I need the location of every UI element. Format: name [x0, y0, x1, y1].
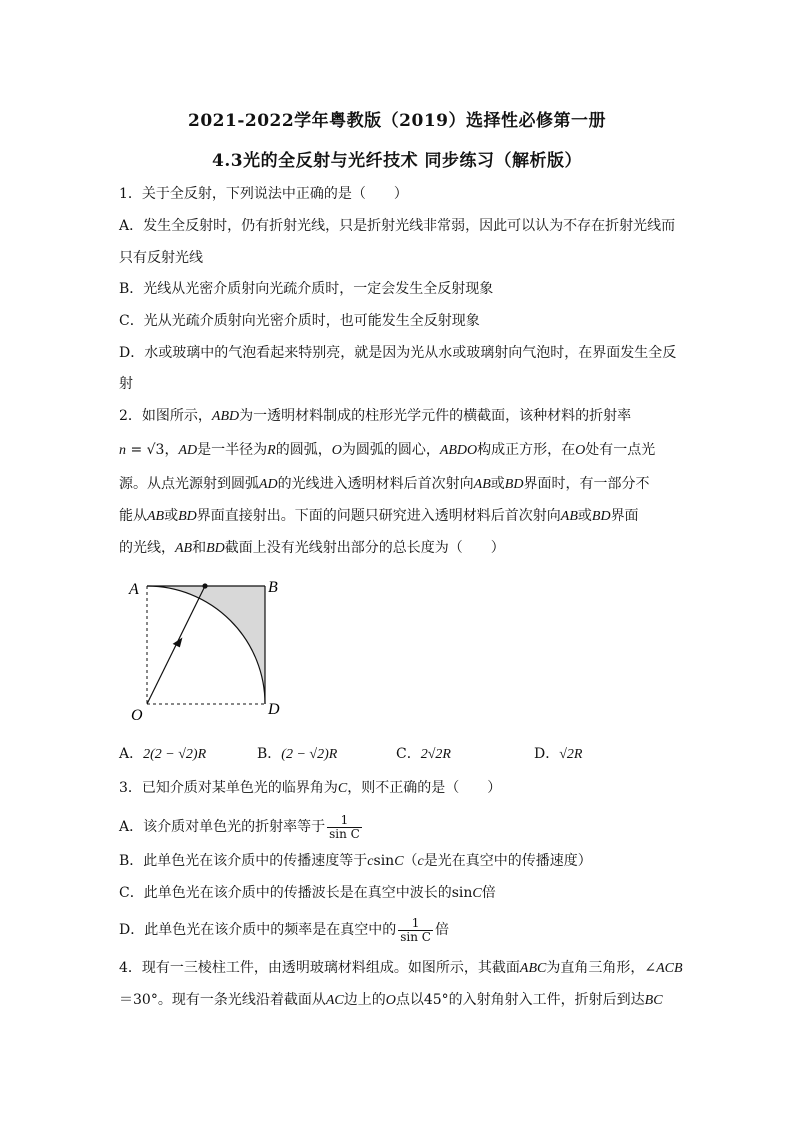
q2-choice-b: B．(2 − √2)R	[257, 746, 338, 762]
label-d: D	[268, 701, 280, 718]
q2-stem-line2: n = √3，AD是一半径为R的圆弧，O为圆弧的圆心，ABDO构成正方形，在O处有一点光	[119, 442, 656, 458]
q3-option-d: D．此单色光在该介质中的频率是在真空中的 $\frac{1}{\text{sin C}}$ 倍	[119, 915, 449, 944]
doc-title-line2: 4.3光的全反射与光纤技术 同步练习（解析版）	[212, 151, 582, 171]
q3-stem: 3．已知介质对某单色光的临界角为C，则不正确的是（ ）	[119, 780, 502, 796]
q3-fraction-d: $\frac{1}{\text{sin C}}$	[400, 915, 431, 944]
q2-stem-line5: 的光线，AB和BD截面上没有光线射出部分的总长度为（ ）	[119, 540, 505, 556]
q1-option-d-line2: 射	[119, 376, 133, 392]
shaded-region	[147, 586, 265, 704]
q1-stem: 1．关于全反射，下列说法中正确的是（ ）	[119, 186, 408, 202]
q1-option-b: B．光线从光密介质射向光疏介质时，一定会发生全反射现象	[119, 281, 494, 297]
q3-fraction-a: $\frac{1}{\text{sin C}}$	[329, 812, 360, 841]
ray-arrow-icon	[173, 635, 185, 647]
doc-title-line1: 2021-2022学年粤教版（2019）选择性必修第一册	[188, 111, 606, 131]
q2-choice-c: C．2√2R	[396, 746, 451, 762]
q1-option-a-line2: 只有反射光线	[119, 250, 203, 266]
q2-choice-a: A．2(2 − √2)R	[119, 746, 207, 762]
label-a: A	[129, 581, 139, 598]
label-o: O	[131, 707, 143, 724]
q2-stem-line3: 源。从点光源射到圆弧AD的光线进入透明材料后首次射向AB或BD界面时，有一部分不	[119, 476, 650, 492]
q2-choice-d: D．√2R	[534, 746, 583, 762]
q3-option-c: C．此单色光在该介质中的传播波长是在真空中波长的sinC倍	[119, 885, 496, 901]
q3-option-a: A．该介质对单色光的折射率等于 $\frac{1}{\text{sin C}}$	[119, 812, 360, 841]
q2-stem-line4: 能从AB或BD界面直接射出。下面的问题只研究进入透明材料后首次射向AB或BD界面	[119, 508, 639, 524]
q1-option-c: C．光从光疏介质射向光密介质时，也可能发生全反射现象	[119, 313, 480, 329]
q3-option-b: B．此单色光在该介质中的传播速度等于csinC（c是光在真空中的传播速度）	[119, 853, 592, 869]
q1-option-d-line1: D．水或玻璃中的气泡看起来特别亮，就是因为光从水或玻璃射向气泡时，在界面发生全反	[119, 345, 677, 361]
q1-option-a-line1: A．发生全反射时，仍有折射光线，只是折射光线非常弱，因此可以认为不存在折射光线而	[119, 218, 676, 234]
q2-stem-line1: 2．如图所示，ABD为一透明材料制成的柱形光学元件的横截面，该种材料的折射率	[119, 408, 632, 424]
q4-stem-line2: ＝30°。现有一条光线沿着截面从AC边上的O点以45°的入射角射入工件，折射后到达BC	[119, 992, 663, 1008]
label-b: B	[268, 579, 278, 596]
q4-stem-line1: 4．现有一三棱柱工件，由透明玻璃材料组成。如图所示，其截面ABC为直角三角形，∠ACB	[119, 960, 683, 976]
q2-figure	[125, 574, 295, 724]
ray-exit-dot	[202, 583, 207, 588]
